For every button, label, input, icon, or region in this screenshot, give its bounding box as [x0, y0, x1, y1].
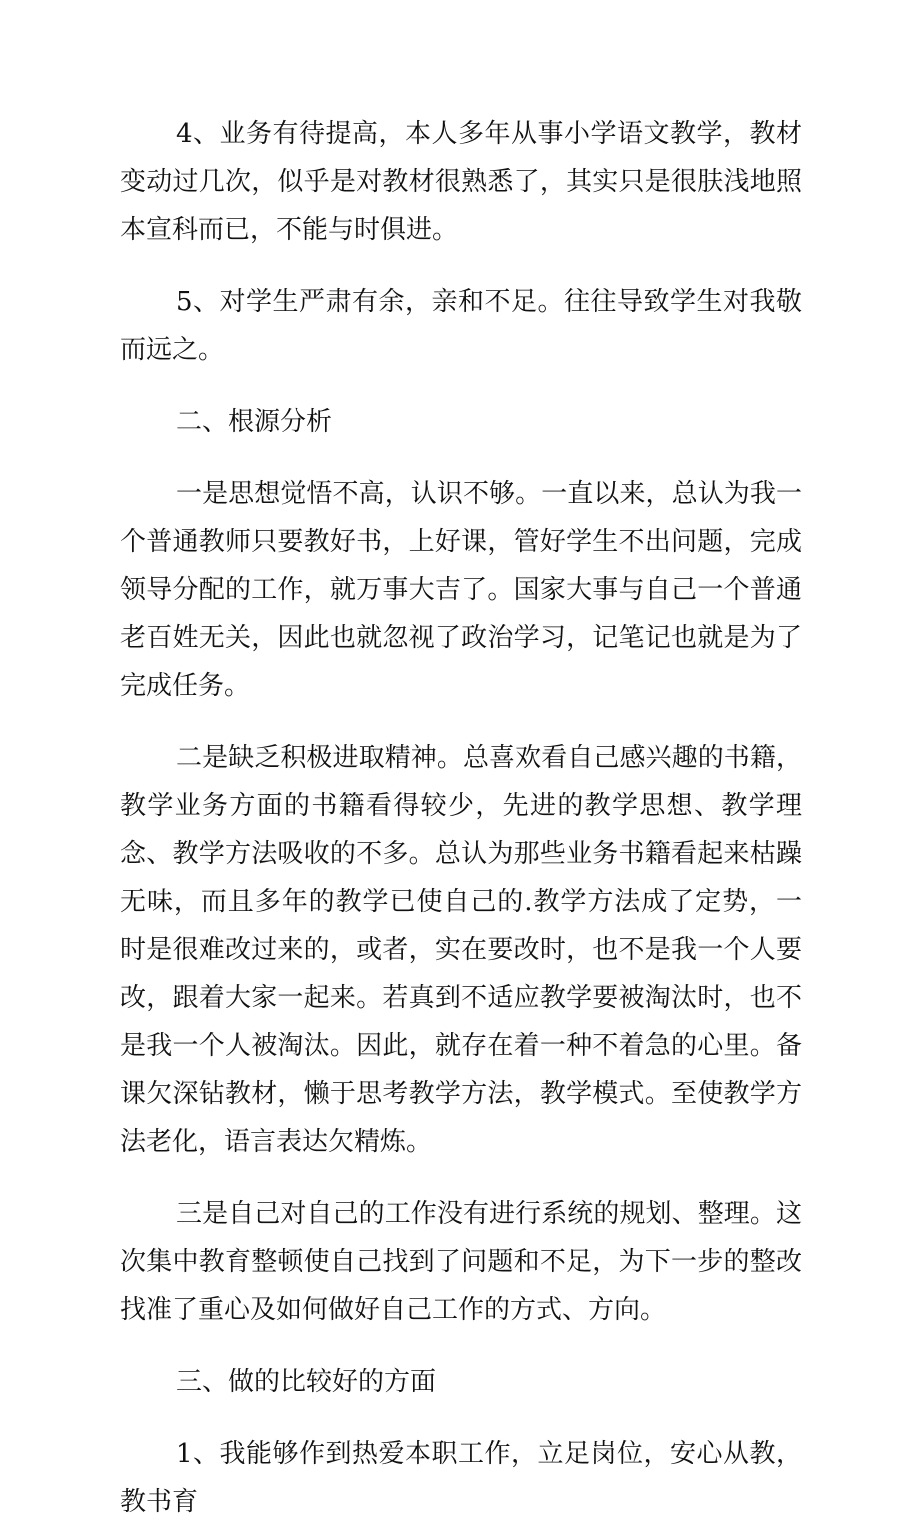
paragraph-cause-3: 三是自己对自己的工作没有进行系统的规划、整理。这次集中教育整顿使自己找到了问题和不足，为下一步的整改找准了重心及如何做好自己工作的方式、方向。: [120, 1199, 802, 1325]
paragraph-cause-2: 二是缺乏积极进取精神。总喜欢看自己感兴趣的书籍，教学业务方面的书籍看得较少，先进的教学思想、教学理念、教学方法吸收的不多。总认为那些业务书籍看起来枯躁无味，而且多年的教学已使自己的.教学方法成了定势，一时是很难改过来的，或者，实在要改时，也不是我一个人要改，跟着大家一起来。若真到不适应教学要被淘汰时，也不是我一个人被淘汰。因此，就存在着一种不着急的心里。备课欠深钻教材，懒于思考教学方法，教学模式。至使教学方法老化，语言表达欠精炼。: [120, 743, 802, 1157]
paragraph-item-4: 4、业务有待提高，本人多年从事小学语文教学，教材变动过几次，似乎是对教材很熟悉了，其实只是很肤浅地照本宣科而已，不能与时俱进。: [120, 119, 802, 245]
section-heading-root-cause: 二、根源分析: [176, 407, 333, 437]
paragraph-cause-1: 一是思想觉悟不高，认识不够。一直以来，总认为我一个普通教师只要教好书，上好课，管好学生不出问题，完成领导分配的工作，就万事大吉了。国家大事与自己一个普通老百姓无关，因此也就忽视了政治学习，记笔记也就是为了完成任务。: [120, 479, 802, 701]
section-heading-strengths: 三、做的比较好的方面: [176, 1367, 437, 1397]
paragraph-strength-1: 1、我能够作到热爱本职工作，立足岗位，安心从教，教书育: [120, 1439, 802, 1517]
paragraph-item-5: 5、对学生严肃有余，亲和不足。往往导致学生对我敬而远之。: [120, 287, 802, 365]
